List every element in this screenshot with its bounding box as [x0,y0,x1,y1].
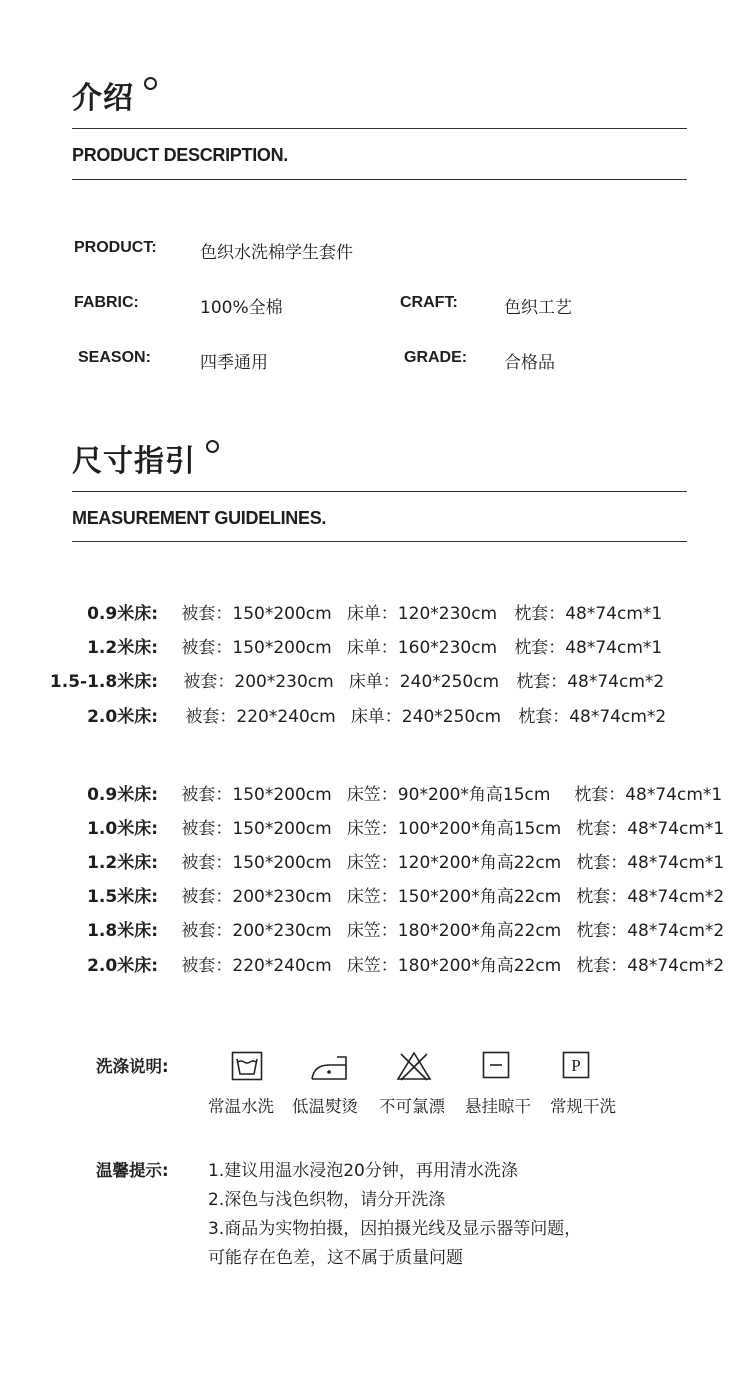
size-row [40,633,662,658]
size-row [40,882,724,907]
intro-title: 介绍 [72,81,134,116]
cover-size: 被套：200*230cm [181,921,332,941]
pillow-size: 枕套：48*74cm*2 [518,707,667,727]
pillow-size: 枕套：48*74cm*2 [576,921,725,941]
size-subtitle: MEASUREMENT GUIDELINES. [72,508,327,528]
cover-size: 被套：150*200cm [181,604,332,624]
dry-clean-icon [562,1051,590,1079]
cover-size: 被套：150*200cm [181,853,332,873]
wash-tub-icon [231,1051,263,1081]
tip-line: 1.建议用温水浸泡20分钟，再用清水洗涤 [208,1161,518,1181]
size-row [40,951,724,976]
care-label: 洗涤说明: [96,1057,169,1076]
bed-size: 0.9米床: [87,604,158,624]
divider [72,541,687,542]
grade-value: 合格品 [504,353,555,373]
tip-line: 2.深色与浅色织物，请分开洗涤 [208,1190,446,1210]
degree-circle-icon [144,77,157,90]
pillow-size: 枕套：48*74cm*1 [576,819,725,839]
bed-size: 1.5-1.8米床: [49,672,158,692]
sheet-size: 床单：160*230cm [346,638,498,658]
fitted-sheet-size: 床笠：120*200*角高22cm [346,853,562,873]
pillow-size: 枕套：48*74cm*1 [514,604,663,624]
size-row [40,780,722,805]
bed-size: 2.0米床: [87,707,158,727]
bed-size: 1.5米床: [87,887,158,907]
size-row [40,667,664,692]
pillow-size: 枕套：48*74cm*2 [516,672,665,692]
bed-size: 0.9米床: [87,785,158,805]
bed-size: 1.8米床: [87,921,158,941]
cover-size: 被套：200*230cm [183,672,334,692]
care-text: 常规干洗 [550,1097,616,1116]
size-heading [72,436,219,480]
sheet-size: 床单：240*250cm [348,672,500,692]
intro-subtitle: PRODUCT DESCRIPTION. [72,145,289,165]
pillow-size: 枕套：48*74cm*2 [576,956,725,976]
bed-size: 2.0米床: [87,956,158,976]
tips-label: 温馨提示: [96,1161,169,1180]
bed-size: 1.2米床: [87,638,158,658]
sheet-size: 床单：120*230cm [346,604,498,624]
pillow-size: 枕套：48*74cm*1 [514,638,663,658]
divider [72,179,687,180]
iron-icon [309,1053,349,1081]
cover-size: 被套：220*240cm [185,707,336,727]
hang-dry-icon [482,1051,510,1079]
care-text: 低温熨烫 [292,1097,358,1116]
fabric-value: 100%全棉 [200,298,283,318]
dry-clean-glyph: P [571,1056,581,1075]
cover-size: 被套：220*240cm [181,956,332,976]
size-row [40,702,666,727]
cover-size: 被套：150*200cm [181,638,332,658]
fitted-sheet-size: 床笠：90*200*角高15cm [346,785,551,805]
degree-circle-icon [206,440,219,453]
no-bleach-icon [395,1050,433,1082]
pillow-size: 枕套：48*74cm*1 [576,853,725,873]
fitted-sheet-size: 床笠：150*200*角高22cm [346,887,562,907]
divider [72,491,687,492]
care-text: 悬挂晾干 [465,1097,531,1116]
divider [72,128,687,129]
care-text: 不可氯漂 [379,1097,445,1116]
fitted-sheet-size: 床笠：100*200*角高15cm [346,819,562,839]
care-text: 常温水洗 [208,1097,274,1116]
grade-label: GRADE: [404,349,468,366]
cover-size: 被套：200*230cm [181,887,332,907]
size-row [40,599,662,624]
product-value: 色织水洗棉学生套件 [200,243,353,263]
pillow-size: 枕套：48*74cm*2 [576,887,725,907]
cover-size: 被套：150*200cm [181,819,332,839]
size-row [40,916,724,941]
product-label: PRODUCT: [74,239,157,256]
pillow-size: 枕套：48*74cm*1 [574,785,723,805]
bed-size: 1.2米床: [87,853,158,873]
season-label: SEASON: [78,349,151,366]
fabric-label: FABRIC: [74,294,139,311]
tip-line: 3.商品为实物拍摄，因拍摄光线及显示器等问题， [208,1219,582,1239]
size-row [40,848,724,873]
fitted-sheet-size: 床笠：180*200*角高22cm [346,956,562,976]
cover-size: 被套：150*200cm [181,785,332,805]
craft-value: 色织工艺 [504,298,572,318]
sheet-size: 床单：240*250cm [350,707,502,727]
fitted-sheet-size: 床笠：180*200*角高22cm [346,921,562,941]
intro-heading [72,73,157,117]
season-value: 四季通用 [200,353,268,373]
craft-label: CRAFT: [400,294,458,311]
tip-line: 可能存在色差，这不属于质量问题 [208,1248,463,1268]
size-row [40,814,724,839]
size-title: 尺寸指引 [72,444,196,479]
bed-size: 1.0米床: [87,819,158,839]
